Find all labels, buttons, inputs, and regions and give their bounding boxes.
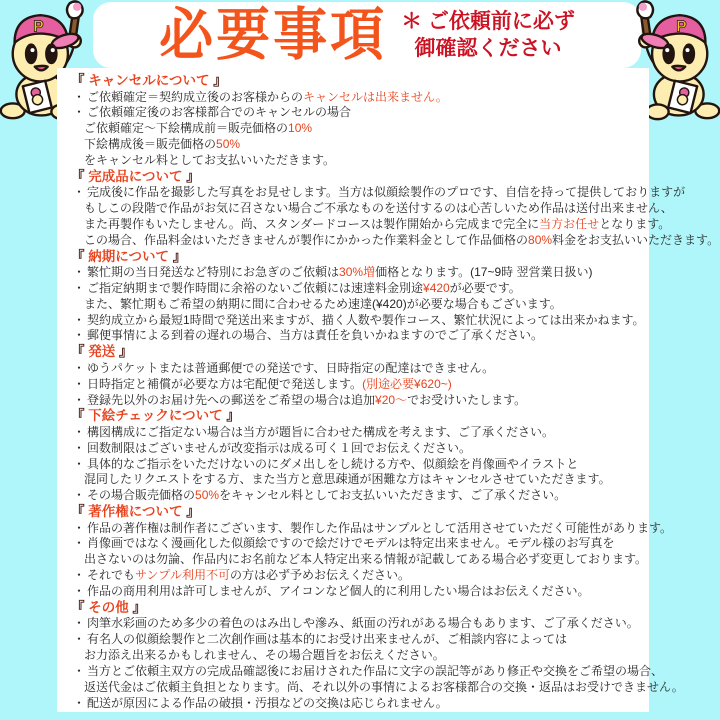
notice-line: ・ 繁忙期の当日発送など特別にお急ぎのご依頼は30%増価格となります。(17~9時 翌営業日扱い) xyxy=(73,265,593,280)
notice-line: この場合、作品料金はいただきませんが製作にかかった作業料金として作品価格の80%料金をお支払いいただきます。 xyxy=(84,232,720,247)
notice-line: ・ 配送が原因による作品の破損・汚損などの交換は応じられません。 xyxy=(73,695,448,710)
notice-line: 返送代金はご依頼主負担となります。尚、それ以外の事情によるお客様都合の交換・返品はお受けできません。 xyxy=(84,679,684,694)
notice-line: 混同したリクエストをする方、また当方と意思疎通が困難な方はキャンセルさせていただきます。 xyxy=(84,472,611,487)
title-bubble xyxy=(93,2,641,68)
notice-line: ・ ご依頼確定後のお客様都合でのキャンセルの場合 xyxy=(73,105,352,120)
notice-line: 出さないのは勿論、作品内にお名前など本人特定出来る情報が記載してある場合必ず変更しております。 xyxy=(84,552,648,567)
page-title: 必要事項 xyxy=(159,3,388,67)
mascot-cap-letter: P xyxy=(676,18,687,36)
notice-line: ・ 完成後に作品を撮影した写真をお見せします。当方は似顔絵製作のプロです、自信を持って提供しておりますが xyxy=(73,185,686,200)
mascot-cap-letter: P xyxy=(33,18,44,36)
notice-line: ・ 当方とご依頼主双方の完成品確認後にお届けされた作品に文字の誤記等があり修正や交換をご希望の場合、 xyxy=(73,663,664,678)
notice-line: また再製作もいたしません。尚、スタンダードコースは製作開始から完成まで完全に当方お任せとなります。 xyxy=(84,216,671,231)
notice-line: をキャンセル料としてお支払いいただきます。 xyxy=(84,152,336,167)
confirm-note-line1: ＊ ご依頼前に必ず xyxy=(401,9,575,33)
notice-line: ・ 契約成立から最短1時間で発送出来ますが、描く人数や製作コース、繁忙状況によっては出来かねます。 xyxy=(73,312,645,327)
notice-line: ・ その場合販売価格の50%をキャンセル料としてお支払いいただきます、ご了承ください。 xyxy=(73,488,567,503)
notice-line: ・ それでもサンプル利用不可の方は必ず予めお伝えください。 xyxy=(73,568,410,583)
notice-line: ・ 郵便事情による到着の遅れの場合、当方は責任を負いかねますのでご了承ください。 xyxy=(73,328,544,343)
notice-line: ・ 肉筆水彩画のため多少の着色のはみ出しや滲み、紙面の汚れがある場合もあります、ご了承ください。 xyxy=(73,616,639,631)
notice-line: ・ 有名人の似顔絵製作と二次創作画は基本的にお受け出来ませんが、ご相談内容によっては xyxy=(73,632,568,647)
notice-line: ・ ご指定納期まで製作時間に余裕のないご依頼には速達料金別途¥420が必要です。 xyxy=(73,280,521,295)
notice-line: ・ 作品の商用利用は許可しませんが、アイコンなど個人的に利用したい場合はお伝えください。 xyxy=(73,583,590,598)
notice-line: ・ 回数制限はございませんが改変指示は成る可く１回でお伝えください。 xyxy=(73,440,472,455)
section-header: 『 著作権について 』 xyxy=(71,504,200,520)
notice-line: ・ ご依頼確定＝契約成立後のお客様からのキャンセルは出来ません。 xyxy=(73,89,448,104)
section-header: 『 その他 』 xyxy=(71,599,147,615)
notice-line: ・ 具体的なご指示をいただけないのにダメ出しをし続ける方や、似顔絵を肖像画やイラストと xyxy=(73,456,579,471)
section-header: 『 納期について 』 xyxy=(71,248,187,264)
section-header: 『 キャンセルについて 』 xyxy=(71,73,227,88)
notice-line: ・ 肖像画ではなく漫画化した似顔絵ですので絵だけでモデルは特定出来ません。モデル様のお写真を xyxy=(73,536,615,551)
notice-line: 下絵構成後＝販売価格の50% xyxy=(84,137,241,152)
confirm-note-line2: 御確認ください xyxy=(414,37,562,60)
section-header: 『 発送 』 xyxy=(71,344,133,360)
confirm-note xyxy=(401,8,575,63)
notice-line: ご依頼確定～下絵構成前＝販売価格の10% xyxy=(84,121,313,136)
section-header: 『 完成品について 』 xyxy=(71,168,200,184)
notice-line: ・ 日時指定と補償が必要な方は宅配便で発送します。(別途必要¥620~) xyxy=(73,376,452,391)
notice-line: お力添え出来るかもしれません、その場合題旨をお伝えください。 xyxy=(84,647,445,662)
notice-line: ・ 登録先以外のお届け先への郵送をご希望の場合は追加¥20～でお受けいたします。 xyxy=(73,392,527,407)
notice-line: ・ 構図構成にご指定ない場合は当方が題旨に合わせた構成を考えます、ご了承ください。 xyxy=(73,424,555,439)
notice-line: ・ ゆうパケットまたは普通郵便での発送です、日時指定の配達はできません。 xyxy=(73,360,495,375)
notice-line: ・ 作品の著作権は制作者にございます、製作した作品はサンプルとして活用させていただく可能性があります。 xyxy=(73,520,673,535)
notice-line: もしこの段階で作品がお気に召さない場合ご不承なものを送付するのは心苦しいため作品は送付出来ません、 xyxy=(84,201,673,216)
notice-line: また、繁忙期もご希望の納期に間に合わせるため速達(¥420)が必要な場合もございます。 xyxy=(84,296,562,311)
content-panel xyxy=(57,68,720,712)
section-header: 『 下絵チェックについて 』 xyxy=(71,408,240,424)
